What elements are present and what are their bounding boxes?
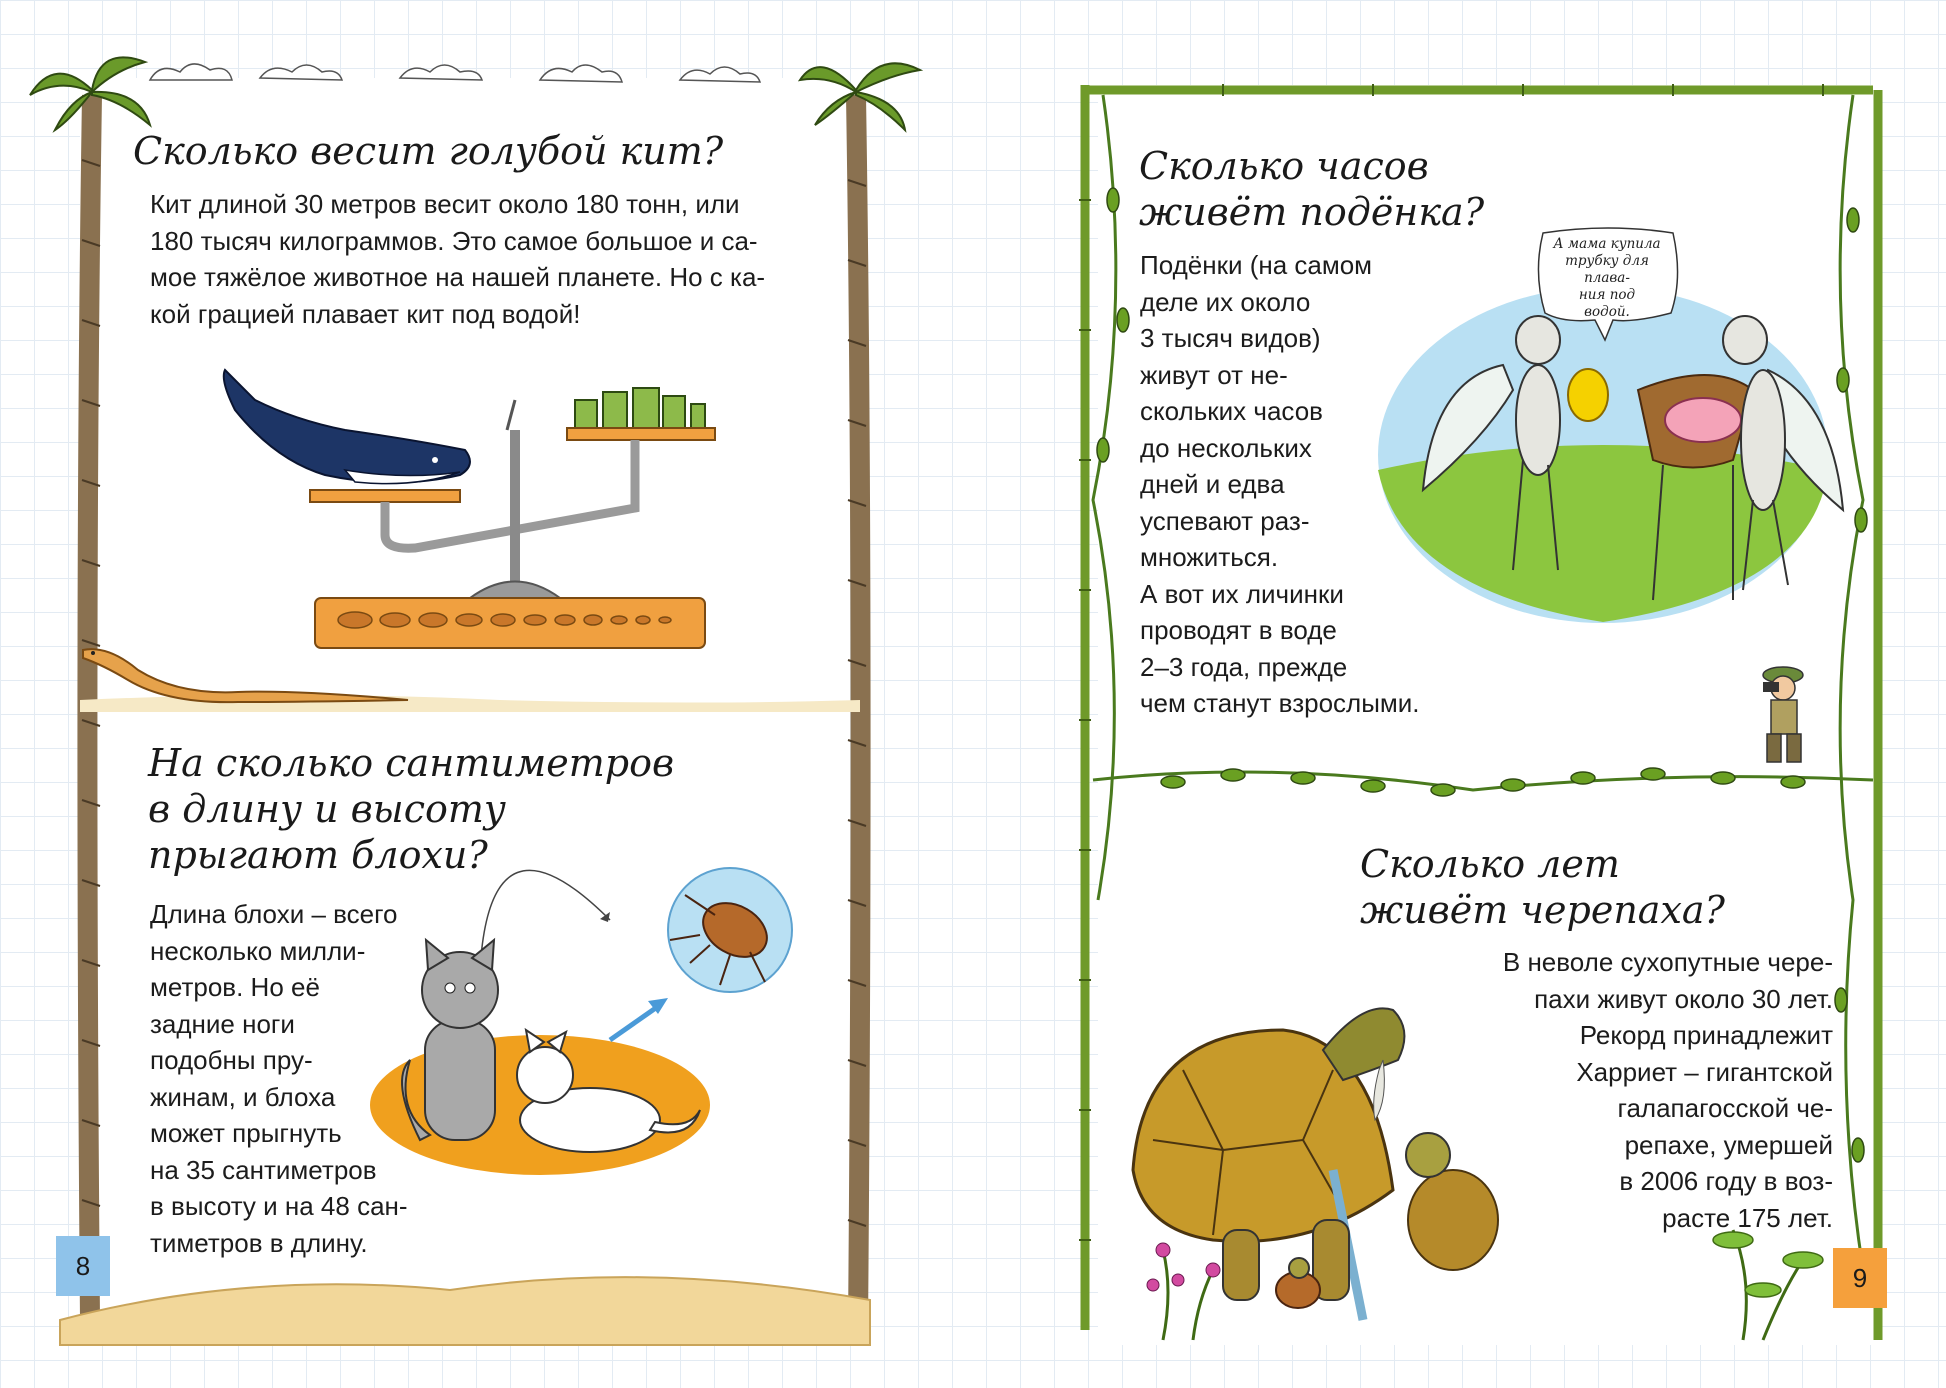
- lizard-illustration: [78, 640, 418, 710]
- mayfly-section-title: Сколько часов живёт подёнка?: [1139, 144, 1485, 234]
- right-page: [973, 0, 1946, 1388]
- speech-bubble-text: А мама купила трубку для плава- ния под водой.: [1553, 236, 1661, 320]
- whale-on-scale-illustration: [215, 360, 715, 650]
- whale-section-title: Сколько весит голубой кит?: [133, 129, 724, 173]
- turtle-section-title: Сколько лет живёт черепаха?: [1360, 842, 1725, 932]
- turtle-section-text: В неволе сухопутные чере- пахи живут около 30 лет. Рекорд принадлежит Харриет – гигантской галапагосской че- репахе, умершей в 2006 году в воз- расте 175 лет.: [1502, 947, 1833, 1233]
- mayfly-section-text: Подёнки (на самом деле их около 3 тысяч видов) живут от не- скольких часов до нескольких дней и едва успевают раз- множиться. А вот их личинки проводят в воде 2–3 года, прежде чем станут взрослыми.: [1140, 250, 1420, 718]
- page-number-left: 8: [56, 1236, 110, 1296]
- flea-section-title: На сколько сантиметров в длину и высоту прыгают блохи?: [148, 741, 675, 877]
- whale-section-text: Кит длиной 30 метров весит около 180 тонн, или 180 тысяч килограммов. Это самое большое и са- мое тяжёлое животное на нашей планете. Но с ка- кой грацией плавает кит под водой!: [150, 189, 766, 329]
- explorer-with-binoculars-illustration: [1743, 660, 1823, 770]
- page-number-right: 9: [1833, 1248, 1887, 1308]
- flea-section-text: Длина блохи – всего несколько милли- метров. Но её задние ноги подобны пру- жинам, и блоха может прыгнуть на 35 сантиметров в высоту и на 48 сан- тиметров в длину.: [150, 899, 408, 1258]
